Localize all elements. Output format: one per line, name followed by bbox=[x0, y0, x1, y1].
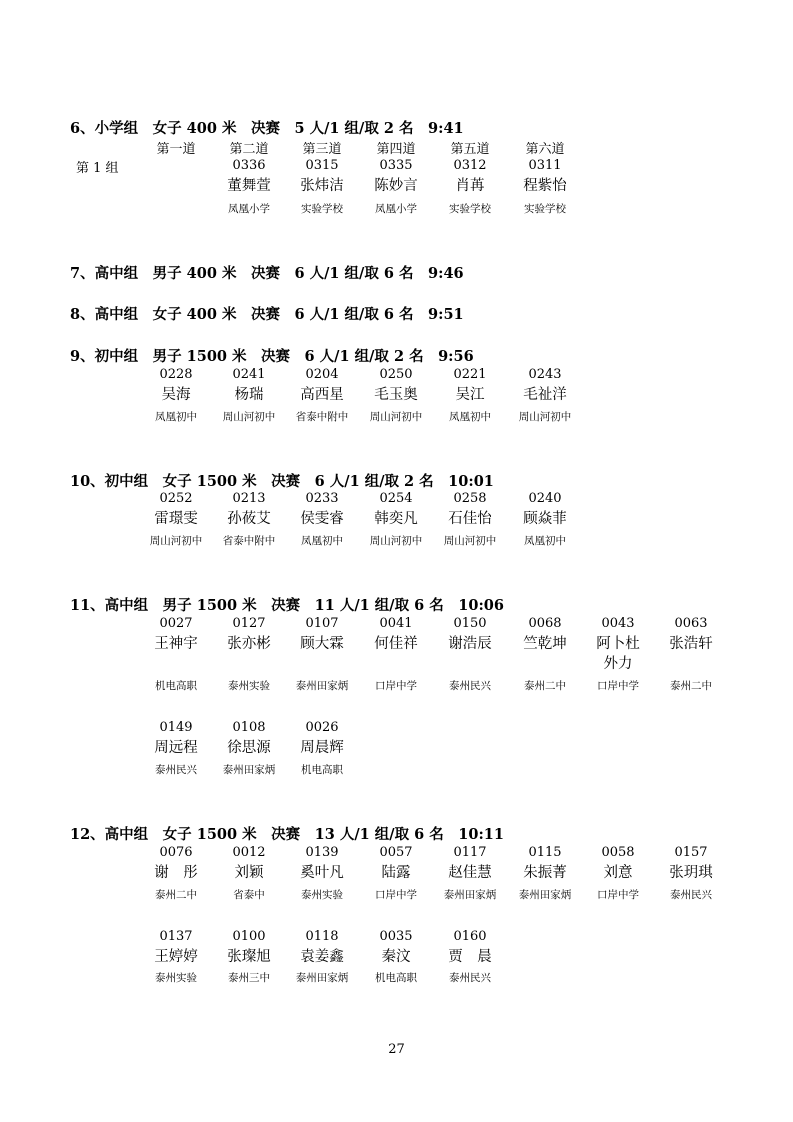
event-title: 9、初中组 男子 1500 米 决赛 6 人/1 组/取 2 名 9:56 bbox=[70, 348, 474, 365]
athlete-name: 韩奕凡 bbox=[374, 511, 418, 527]
lane-header: 第六道 bbox=[525, 142, 565, 157]
athlete-number: 0027 bbox=[159, 616, 193, 631]
athlete-school: 泰州田家炳 bbox=[222, 764, 276, 776]
athlete-school: 泰州实验 bbox=[155, 972, 197, 984]
athlete-number: 0312 bbox=[453, 158, 487, 173]
athlete-school: 凤凰初中 bbox=[449, 411, 491, 423]
athlete-school: 泰州民兴 bbox=[449, 680, 491, 692]
athlete-number: 0063 bbox=[674, 616, 708, 631]
athlete-number: 0068 bbox=[528, 616, 562, 631]
athlete-number: 0233 bbox=[305, 491, 339, 506]
athlete-name: 赵佳慧 bbox=[448, 865, 492, 881]
athlete-number: 0043 bbox=[601, 616, 635, 631]
athlete-number: 0241 bbox=[232, 367, 266, 382]
athlete-name: 顾大霖 bbox=[300, 636, 344, 652]
athlete-name: 刘颖 bbox=[234, 865, 264, 881]
athlete-school: 省泰中附中 bbox=[295, 411, 349, 423]
athlete-name: 刘意 bbox=[603, 865, 633, 881]
athlete-school: 泰州田家炳 bbox=[295, 680, 349, 692]
athlete-number: 0258 bbox=[453, 491, 487, 506]
athlete-number: 0213 bbox=[232, 491, 266, 506]
athlete-number: 0240 bbox=[528, 491, 562, 506]
athlete-number: 0157 bbox=[674, 845, 708, 860]
athlete-name: 杨瑞 bbox=[234, 387, 264, 403]
athlete-number: 0250 bbox=[379, 367, 413, 382]
athlete-school: 口岸中学 bbox=[597, 680, 639, 692]
athlete-number: 0139 bbox=[305, 845, 339, 860]
athlete-number: 0335 bbox=[379, 158, 413, 173]
page-number: 27 bbox=[388, 1042, 405, 1057]
athlete-number: 0115 bbox=[528, 845, 562, 860]
athlete-name: 毛祉洋 bbox=[523, 387, 567, 403]
athlete-school: 口岸中学 bbox=[375, 680, 417, 692]
athlete-number: 0254 bbox=[379, 491, 413, 506]
athlete-school: 周山河初中 bbox=[369, 535, 423, 547]
athlete-school: 凤凰小学 bbox=[375, 203, 417, 215]
athlete-school: 周山河初中 bbox=[518, 411, 572, 423]
lane-header: 第五道 bbox=[450, 142, 490, 157]
athlete-school: 周山河初中 bbox=[222, 411, 276, 423]
athlete-school: 省泰中 bbox=[233, 889, 265, 901]
athlete-name-line2: 外力 bbox=[603, 656, 633, 672]
athlete-school: 省泰中附中 bbox=[222, 535, 276, 547]
athlete-name: 孙莜艾 bbox=[227, 511, 271, 527]
athlete-number: 0204 bbox=[305, 367, 339, 382]
athlete-number: 0160 bbox=[453, 929, 487, 944]
athlete-number: 0117 bbox=[453, 845, 487, 860]
athlete-name: 王婷婷 bbox=[154, 949, 198, 965]
athlete-number: 0118 bbox=[305, 929, 339, 944]
athlete-name: 竺乾坤 bbox=[523, 636, 567, 652]
athlete-school: 凤凰初中 bbox=[524, 535, 566, 547]
athlete-number: 0228 bbox=[159, 367, 193, 382]
athlete-school: 泰州民兴 bbox=[155, 764, 197, 776]
athlete-name: 陈妙言 bbox=[374, 178, 418, 194]
event-title: 6、小学组 女子 400 米 决赛 5 人/1 组/取 2 名 9:41 bbox=[70, 120, 464, 137]
athlete-number: 0137 bbox=[159, 929, 193, 944]
lane-header: 第二道 bbox=[229, 142, 269, 157]
athlete-number: 0107 bbox=[305, 616, 339, 631]
athlete-number: 0150 bbox=[453, 616, 487, 631]
athlete-school: 泰州三中 bbox=[228, 972, 270, 984]
athlete-number: 0108 bbox=[232, 720, 266, 735]
athlete-name: 王神宇 bbox=[154, 636, 198, 652]
athlete-number: 0026 bbox=[305, 720, 339, 735]
athlete-school: 口岸中学 bbox=[375, 889, 417, 901]
athlete-name: 雷璟雯 bbox=[154, 511, 198, 527]
athlete-number: 0100 bbox=[232, 929, 266, 944]
athlete-name: 石佳怡 bbox=[448, 511, 492, 527]
athlete-school: 泰州田家炳 bbox=[518, 889, 572, 901]
athlete-name: 毛玉奥 bbox=[374, 387, 418, 403]
athlete-school: 泰州二中 bbox=[155, 889, 197, 901]
athlete-name: 奚叶凡 bbox=[300, 865, 344, 881]
athlete-number: 0012 bbox=[232, 845, 266, 860]
athlete-name: 高西星 bbox=[300, 387, 344, 403]
athlete-name: 张炜洁 bbox=[300, 178, 344, 194]
athlete-number: 0127 bbox=[232, 616, 266, 631]
athlete-school: 凤凰初中 bbox=[301, 535, 343, 547]
athlete-school: 周山河初中 bbox=[149, 535, 203, 547]
event-title: 10、初中组 女子 1500 米 决赛 6 人/1 组/取 2 名 10:01 bbox=[70, 473, 494, 490]
athlete-name: 张亦彬 bbox=[227, 636, 271, 652]
event-title: 8、高中组 女子 400 米 决赛 6 人/1 组/取 6 名 9:51 bbox=[70, 306, 464, 323]
athlete-school: 实验学校 bbox=[524, 203, 566, 215]
athlete-number: 0041 bbox=[379, 616, 413, 631]
athlete-number: 0252 bbox=[159, 491, 193, 506]
athlete-school: 周山河初中 bbox=[443, 535, 497, 547]
athlete-number: 0058 bbox=[601, 845, 635, 860]
athlete-school: 口岸中学 bbox=[597, 889, 639, 901]
athlete-name: 周晨辉 bbox=[300, 740, 344, 756]
athlete-name: 董舞萱 bbox=[227, 178, 271, 194]
athlete-number: 0149 bbox=[159, 720, 193, 735]
athlete-name: 贾 晨 bbox=[448, 949, 492, 965]
athlete-school: 机电高职 bbox=[375, 972, 417, 984]
athlete-name: 吴海 bbox=[161, 387, 191, 403]
lane-header: 第三道 bbox=[302, 142, 342, 157]
athlete-name: 何佳祥 bbox=[374, 636, 418, 652]
athlete-name: 肖苒 bbox=[455, 178, 485, 194]
event-title: 11、高中组 男子 1500 米 决赛 11 人/1 组/取 6 名 10:06 bbox=[70, 597, 504, 614]
athlete-number: 0057 bbox=[379, 845, 413, 860]
athlete-name: 程紫怡 bbox=[523, 178, 567, 194]
athlete-school: 周山河初中 bbox=[369, 411, 423, 423]
athlete-name: 袁姜鑫 bbox=[300, 949, 344, 965]
athlete-name: 谢浩辰 bbox=[448, 636, 492, 652]
athlete-name: 阿卜杜 bbox=[596, 636, 640, 652]
athlete-school: 机电高职 bbox=[155, 680, 197, 692]
athlete-school: 实验学校 bbox=[301, 203, 343, 215]
athlete-school: 凤凰初中 bbox=[155, 411, 197, 423]
athlete-number: 0311 bbox=[528, 158, 562, 173]
athlete-name: 顾焱菲 bbox=[523, 511, 567, 527]
athlete-school: 泰州实验 bbox=[228, 680, 270, 692]
lane-header: 第一道 bbox=[156, 142, 196, 157]
athlete-school: 泰州田家炳 bbox=[443, 889, 497, 901]
athlete-number: 0035 bbox=[379, 929, 413, 944]
athlete-school: 泰州二中 bbox=[670, 680, 712, 692]
athlete-name: 张浩轩 bbox=[669, 636, 713, 652]
athlete-school: 泰州二中 bbox=[524, 680, 566, 692]
athlete-school: 泰州实验 bbox=[301, 889, 343, 901]
athlete-number: 0315 bbox=[305, 158, 339, 173]
athlete-name: 秦汶 bbox=[381, 949, 411, 965]
athlete-name: 陆露 bbox=[381, 865, 411, 881]
athlete-name: 周远程 bbox=[154, 740, 198, 756]
athlete-name: 张璨旭 bbox=[227, 949, 271, 965]
athlete-name: 张玥琪 bbox=[669, 865, 713, 881]
group-label: 第 1 组 bbox=[76, 161, 119, 176]
athlete-school: 泰州民兴 bbox=[449, 972, 491, 984]
athlete-school: 机电高职 bbox=[301, 764, 343, 776]
athlete-school: 泰州田家炳 bbox=[295, 972, 349, 984]
athlete-name: 徐思源 bbox=[227, 740, 271, 756]
athlete-number: 0243 bbox=[528, 367, 562, 382]
athlete-number: 0076 bbox=[159, 845, 193, 860]
athlete-school: 凤凰小学 bbox=[228, 203, 270, 215]
athlete-number: 0221 bbox=[453, 367, 487, 382]
athlete-number: 0336 bbox=[232, 158, 266, 173]
athlete-name: 朱振菁 bbox=[523, 865, 567, 881]
event-title: 7、高中组 男子 400 米 决赛 6 人/1 组/取 6 名 9:46 bbox=[70, 265, 464, 282]
athlete-name: 侯雯睿 bbox=[300, 511, 344, 527]
athlete-name: 吴江 bbox=[455, 387, 485, 403]
lane-header: 第四道 bbox=[376, 142, 416, 157]
athlete-school: 泰州民兴 bbox=[670, 889, 712, 901]
event-title: 12、高中组 女子 1500 米 决赛 13 人/1 组/取 6 名 10:11 bbox=[70, 826, 504, 843]
athlete-school: 实验学校 bbox=[449, 203, 491, 215]
athlete-name: 谢 彤 bbox=[154, 865, 198, 881]
